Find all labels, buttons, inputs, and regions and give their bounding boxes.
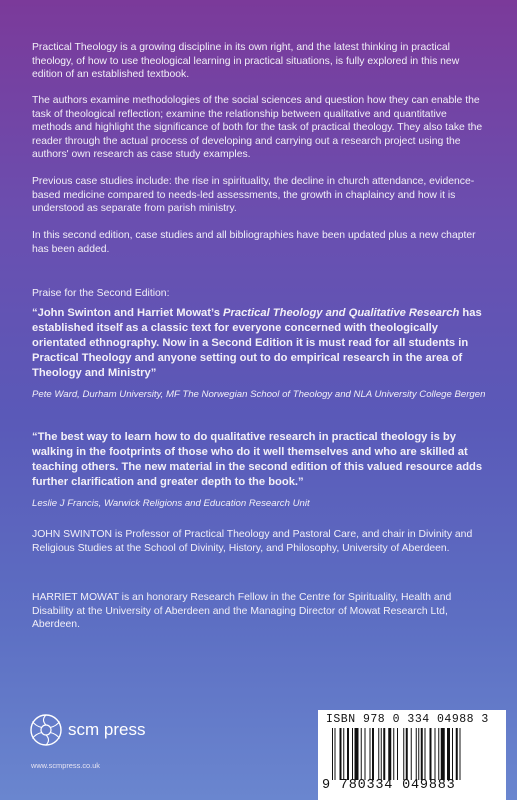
quote-start: “John Swinton and Harriet Mowat’s: [32, 307, 224, 319]
barcode-bar: [343, 728, 344, 780]
praise-quote-ward: [32, 306, 488, 402]
isbn-barcode: [318, 710, 506, 800]
quote-attribution: Pete Ward, Durham University, MF The Norwegian School of Theology and NLA University College Bergen: [32, 389, 486, 400]
barcode-bar: [411, 728, 412, 780]
barcode-bar: [347, 728, 349, 780]
barcode-bar: [406, 728, 408, 780]
barcode-bar: [397, 728, 398, 780]
publisher-name: scm press: [68, 720, 146, 739]
barcode-bar: [361, 728, 362, 780]
barcode-bars: [332, 728, 492, 780]
barcode-bar: [332, 728, 333, 780]
barcode-bar: [352, 728, 353, 780]
second-edition-text: In this second edition, case studies and all bibliographies have been updated plus a new chapter has been added.: [32, 230, 476, 255]
barcode-digits: 9 780334 049883: [322, 778, 456, 793]
second-edition-paragraph: [32, 229, 488, 256]
quoted-book-title: Practical Theology and Qualitative Research: [223, 307, 460, 319]
barcode-bar: [381, 728, 382, 780]
methods-paragraph: [32, 94, 488, 162]
praise-heading: Praise for the Second Edition:: [32, 288, 170, 299]
intro-text: Practical Theology is a growing discipline in its own right, and the latest thinking in practical theology, of how to use theological learning in practical situations, is fully explored in this new edition of an established textbook.: [32, 42, 460, 81]
quote-text: “The best way to learn how to do qualitative research in practical theology is by walking in the footprints of those who do it well themselves and who are skilled at teaching others. The new material in the second edition of this valued resource adds further clarification and greater depth to the book.”: [32, 431, 483, 488]
barcode-bar: [456, 728, 458, 780]
barcode-bar: [430, 728, 432, 780]
barcode-bar: [340, 728, 342, 780]
author-bio-swinton: [32, 528, 488, 555]
barcode-bar: [383, 728, 385, 780]
quote-text: [32, 306, 488, 381]
barcode-bar: [418, 728, 419, 780]
scm-wheel-icon: [28, 712, 64, 748]
barcode-bar: [460, 728, 461, 780]
barcode-bar: [435, 728, 436, 780]
praise-quote-francis: [32, 430, 488, 511]
methods-text: The authors examine methodologies of the social sciences and question how they can enable the task of theological reflection; examine the relationship between qualitative and quantitative methods and highlight the significance of both for the task of practical theology. They also take the reader through the actual process of developing and carrying out a research project using the authors' own research as case study examples.: [32, 95, 483, 161]
barcode-bar: [370, 728, 371, 780]
publisher-logo: [28, 712, 145, 748]
barcode-bar: [378, 728, 379, 780]
quote-end: has established itself as a classic text for everyone concerned with theologically orientated ethnography. Now in a Second Edition it is must read for all students in Practical Theology and anyone setting out to do empirical research in the area of Theology and Ministry”: [32, 307, 482, 379]
publisher-website: www.scmpress.co.uk: [31, 761, 100, 770]
case-studies-paragraph: [32, 175, 488, 216]
barcode-bar: [365, 728, 366, 780]
case-studies-text: Previous case studies include: the rise in spirituality, the decline in church attendance, evidence-based medicine compared to needs-led assessments, the growth in chaplaincy and how it is understood as separate from parish ministry.: [32, 176, 475, 215]
quote-attribution: Leslie J Francis, Warwick Religions and Education Research Unit: [32, 498, 310, 509]
author-bio-mowat: [32, 591, 488, 632]
barcode-bar: [403, 728, 404, 780]
barcode-bar: [416, 728, 417, 780]
barcode-bar: [388, 728, 391, 780]
intro-paragraph: [32, 41, 488, 82]
barcode-bar: [335, 728, 336, 780]
barcode-bar: [393, 728, 394, 780]
barcode-bar: [425, 728, 426, 780]
barcode-bar: [421, 728, 423, 780]
barcode-bar: [452, 728, 453, 780]
barcode-bar: [355, 728, 359, 780]
barcode-bar: [438, 728, 439, 780]
bio-text: JOHN SWINTON is Professor of Practical Theology and Pastoral Care, and chair in Divinity and Religious Studies at the School of Divinity, History, and Philosophy, University of Aberdeen.: [32, 529, 473, 554]
barcode-bar: [372, 728, 374, 780]
isbn-label: ISBN 978 0 334 04988 3: [326, 713, 489, 726]
bio-text: HARRIET MOWAT is an honorary Research Fellow in the Centre for Spirituality, Health and Disability at the University of Aberdeen and the Managing Director of Mowat Research Ltd, Aberdeen.: [32, 592, 452, 631]
barcode-bar: [441, 728, 445, 780]
barcode-bar: [447, 728, 450, 780]
